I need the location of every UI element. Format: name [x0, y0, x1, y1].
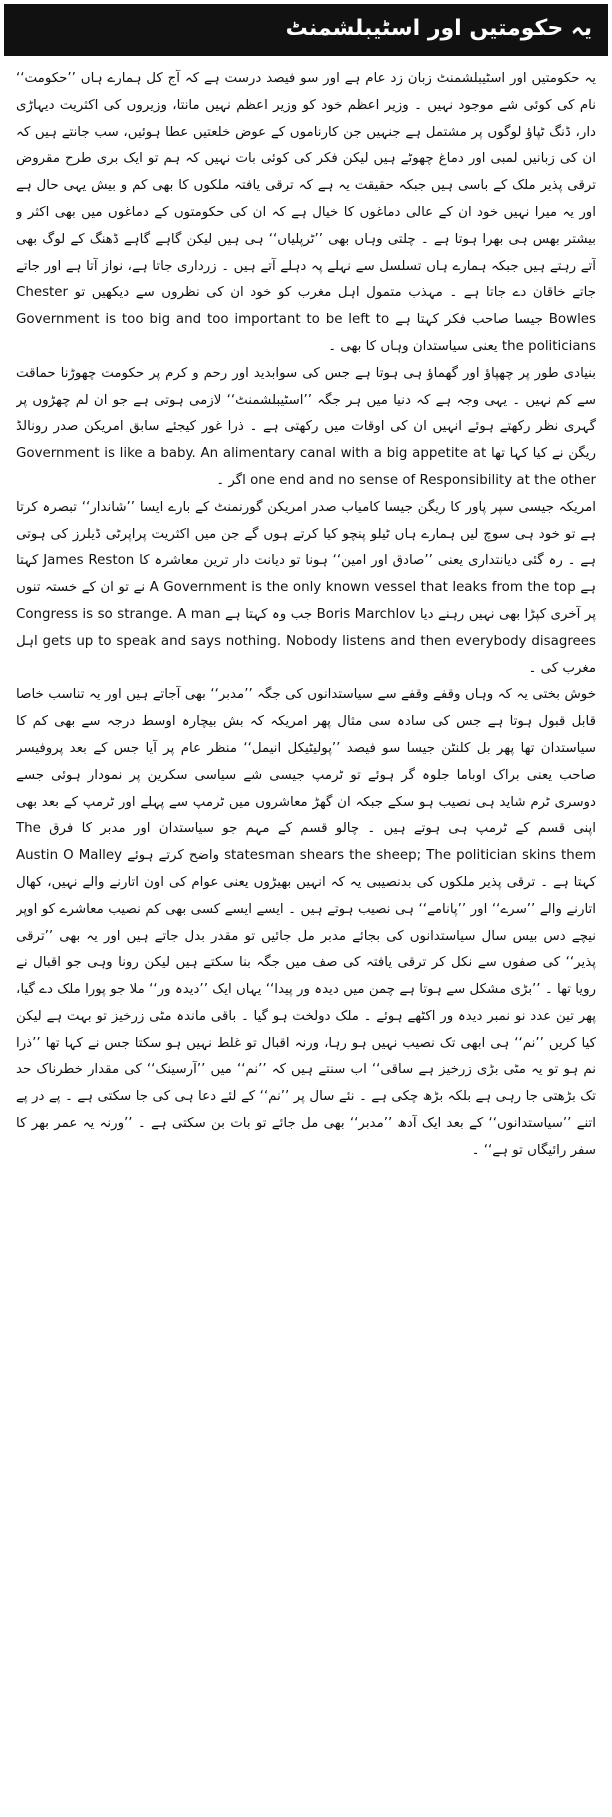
page [4, 4, 608, 1813]
paragraph: خوش بختی یہ کہ وہاں وقفے وقفے سے سیاستدانوں کی جگہ ’’مدبر‘‘ بھی آجاتے ہیں اور یہ تناسب خاصا قابل قبول ہوتا ہے جس کی سادہ سی مثال پھر امریکہ کہ بش بیچارہ اوسط درجہ سے بھی کم کا سیاستدان تھا پھر بل کلنٹن جیسا سو فیصد ’’پولیٹیکل انیمل‘‘ منظر عام پر آیا جس کے بعد پروفیسر صاحب یعنی براک اوباما جلوہ گر ہوئے تو ٹرمپ جیسی شے سیاسی سکرین پر نمودار ہوئی جسے دوسری ٹرم شاید ہی نصیب ہو سکے جبکہ ان گھڑ معاشروں میں ٹرمپ سے پہلے اور ٹرمپ کے بعد بھی اپنی قسم کے ٹرمپ ہی ہوتے ہیں ۔ چالو قسم کے مہم جو سیاستدان اور مدبر کا فرق The statesman shears the sheep; The politician skins them واضح کرتے ہوئے Austin O Malley کہتا ہے ۔ ترقی پذیر ملکوں کی بدنصیبی یہ کہ انہیں بھیڑوں یعنی عوام کی اون اتارنے والے نہیں، کھال اتارنے والے ’’سرے‘‘ اور ’’پانامے‘‘ ہی نصیب ہوتے ہیں ۔ ایسے ایسے کسی بھی کم نصیب معاشرے کو اوپر نیچے دس بیس سال سیاستدانوں کی بجائے مدبر مل جائیں تو مقدر بدل جاتے ہیں اور یہ بھی ’’ترقی پذیر‘‘ کی صفوں سے نکل کر ترقی یافتہ کی صف میں جگہ بنا سکتے ہیں لیکن رونا وہی جو اقبال نے رویا تھا ۔ ’’بڑی مشکل سے ہوتا ہے چمن میں دیدہ ور پیدا‘‘ یہاں ایک ’’دیدہ ور‘‘ ملا جو پورا ملک دے گیا، پھر تین عدد نو نمبر دیدہ ور اکٹھے ہوئے ۔ ملک دولخت ہو گیا ۔ باقی ماندہ مٹی زرخیز تو بہت ہے لیکن کیا کریں ’’نم‘‘ ہی ابھی تک نصیب نہیں ہو رہا، ورنہ اقبال تو غلط نہیں ہو سکتا جس نے کہا تھا ’’ذرا نم ہو تو یہ مٹی بڑی زرخیز ہے ساقی‘‘ اب سنتے ہیں کہ ’’نم‘‘ میں ’’آرسینک‘‘ کی مقدار خطرناک حد تک بڑھتی جا رہی ہے بلکہ بڑھ چکی ہے ۔ نئے سال پر ’’نم‘‘ کے لئے دعا ہی کی جا سکتی ہے ۔ پے در پے اتنے ’’سیاستدانوں‘‘ کے بعد ایک آدھ ’’مدبر‘‘ بھی مل جائے تو بات بن سکتی ہے ۔ ’’ورنہ یہ عمر بھر کا سفر رائیگاں تو ہے‘‘ ۔ [16, 687, 596, 1158]
paragraph: بنیادی طور پر چھپاؤ اور گھماؤ ہی ہوتا ہے جس کی سوابدید اور رحم و کرم پر حکومت چھوڑنا حماقت سے کم نہیں ۔ یہی وجہ ہے کہ دنیا میں ہر جگہ ’’اسٹیبلشمنٹ‘‘ لازمی ہوتی ہے جو ان لم چھڑوں پر گہری نظر رکھتے ہوئے انہیں ان کی اوقات میں رکھتی ہے ۔ ذرا غور کیجئے سابق امریکن صدر رونالڈ ریگن نے کیا کہا تھا Government is like a baby. An alimentary canal with a big appetite at one end and no sense of Responsibility at the other اگر ۔ [16, 365, 596, 488]
article-title: یہ حکومتیں اور اسٹیبلشمنٹ [4, 4, 608, 56]
article-body [16, 66, 596, 1806]
paragraph: امریکہ جیسی سپر پاور کا ریگن جیسا کامیاب صدر امریکن گورنمنٹ کے بارے ایسا ’’شاندار‘‘ تبصرہ کرتا ہے تو خود ہی سوچ لیں ہمارے ہاں ٹیلو پنچو کیا کرتے ہوں گے جن میں اکثریت پراپرٹی ڈیلرز کی ہوتی ہے ۔ رہ گئی دیانتداری یعنی ’’صادق اور امین‘‘ ہونا تو دیانت دار ترین معاشرہ کا James Reston کہتا ہے A Government is the only known vessel that leaks from the top نے تو ان کے خستہ تنوں پر آخری کپڑا بھی نہیں رہنے دیا Boris Marchlov جب وہ کہتا ہے Congress is so strange. A man gets up to speak and says nothing. Nobody listens and then everybody disagrees اہل مغرب کی ۔ [16, 499, 596, 676]
paragraph: یہ حکومتیں اور اسٹیبلشمنٹ زبان زد عام ہے اور سو فیصد درست ہے کہ آج کل ہمارے ہاں ’’حکومت‘‘ نام کی کوئی شے موجود نہیں ۔ وزیر اعظم خود کو وزیر اعظم نہیں مانتا، وزیروں کی اکثریت دیہاڑی دار، ڈنگ ٹپاؤ لوگوں پر مشتمل ہے جنہیں جن کارناموں کے عوض خلعتیں عطا ہوئیں، سب جانتے ہیں کہ ان کی زبانیں لمبی اور دماغ چھوٹے ہیں لیکن فکر کی کوئی بات نہیں کہ ہم تو ایک بری طرح مقروض ترقی پذیر ملک کے باسی ہیں جبکہ حقیقت یہ ہے کہ ترقی یافتہ ملکوں کا بھی کم و بیش یہی حال ہے اور یہ میرا نہیں خود ان کے عالی دماغوں کا خیال ہے کہ ان کی حکومتوں کے دماغوں میں بھی اکثر و بیشتر بھس ہی بھرا ہوتا ہے ۔ چلتی وہاں بھی ’’ٹرپلیاں‘‘ ہی ہیں لیکن گاہے گاہے ڈھنگ کے لوگ بھی آتے رہتے ہیں جبکہ ہمارے ہاں تسلسل سے نہلے پہ دہلے آتے ہیں ۔ زرداری جاتا ہے، نواز آتا ہے اور جاتے جاتے خاقان دے جاتا ہے ۔ مہذب متمول اہل مغرب کو خود ان کی نظروں سے دیکھیں تو Chester Bowles جیسا صاحب فکر کہتا ہے Government is too big and too important to be left to the politicians یعنی سیاستدان وہاں کا بھی ۔ [16, 71, 596, 354]
